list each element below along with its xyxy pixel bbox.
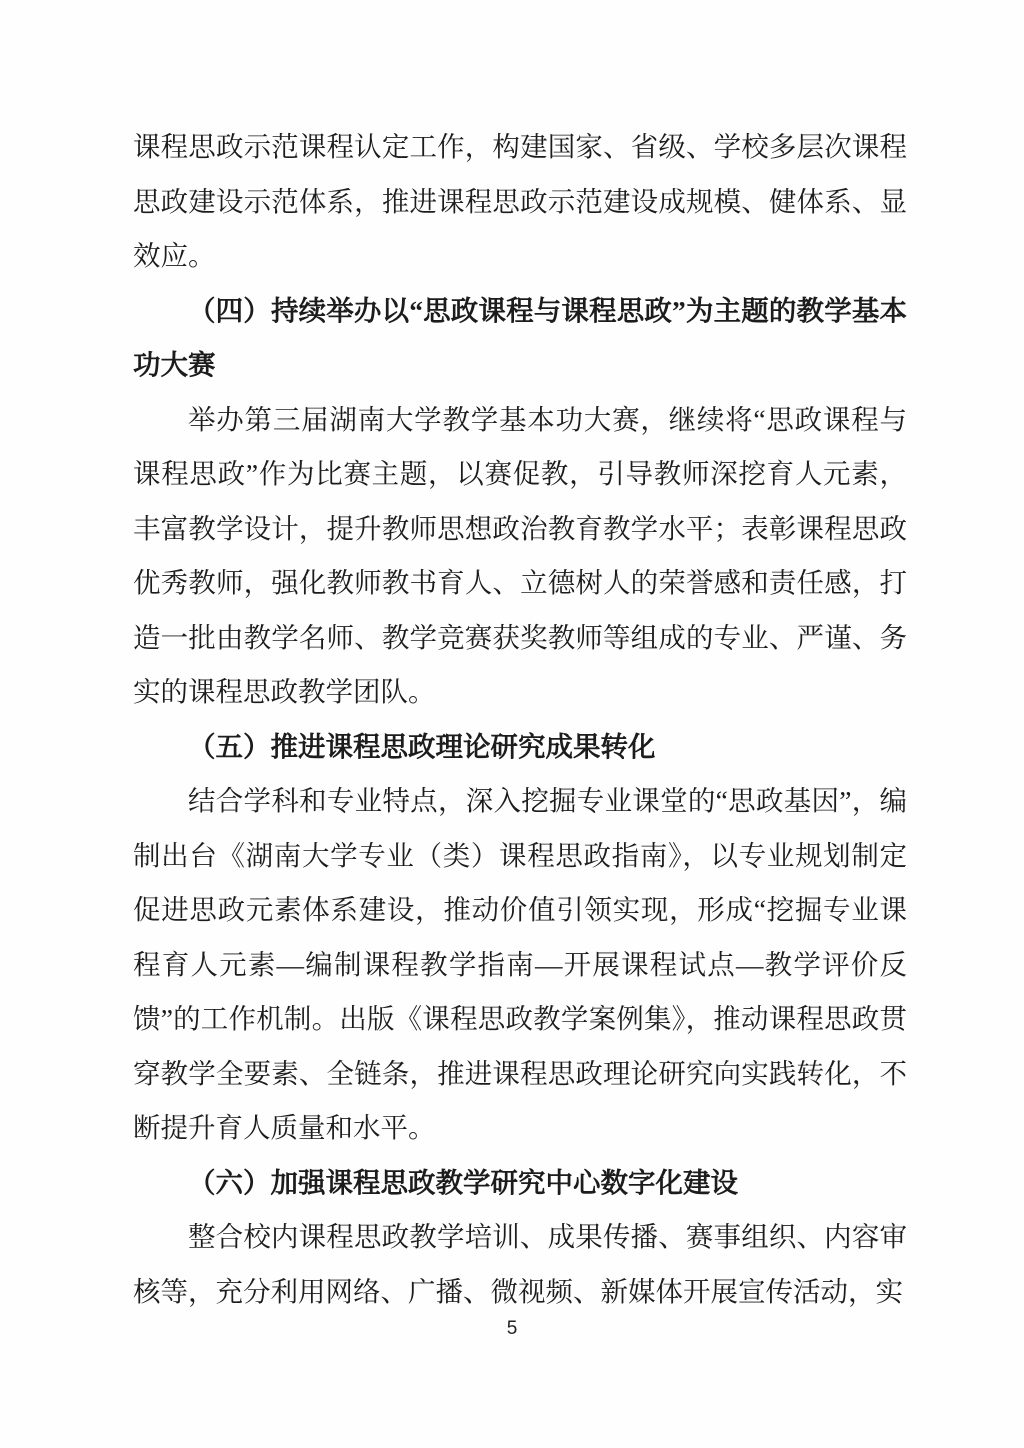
section-heading-5: （五）推进课程思政理论研究成果转化	[188, 730, 656, 762]
paragraph-section-6: 整合校内课程思政教学培训、成果传播、赛事组织、内容审核等，充分利用网络、广播、微视频、新媒体开展宣传活动，实	[133, 1221, 907, 1307]
paragraph-section-4: 举办第三届湖南大学教学基本功大赛，继续将“思政课程与课程思政”作为比赛主题，以赛促教，引导教师深挖育人元素，丰富教学设计，提升教师思想政治教育教学水平；表彰课程思政优秀教师，强化教师教书育人、立德树人的荣誉感和责任感，打造一批由教学名师、教学竞赛获奖教师等组成的专业、严谨、务实的课程思政教学团队。	[133, 403, 907, 707]
section-heading-6: （六）加强课程思政教学研究中心数字化建设	[188, 1166, 738, 1198]
paragraph-continuation: 课程思政示范课程认定工作，构建国家、省级、学校多层次课程思政建设示范体系，推进课程思政示范建设成规模、健体系、显效应。	[133, 131, 907, 271]
page-number: 5	[506, 1318, 518, 1339]
paragraph-section-5: 结合学科和专业特点，深入挖掘专业课堂的“思政基因”，编制出台《湖南大学专业（类）课程思政指南》，以专业规划制定促进思政元素体系建设，推动价值引领实现，形成“挖掘专业课程育人元素—编制课程教学指南—开展课程试点—教学评价反馈”的工作机制。出版《课程思政教学案例集》，推动课程思政贯穿教学全要素、全链条，推进课程思政理论研究向实践转化，不断提升育人质量和水平。	[133, 785, 907, 1143]
page-body	[133, 120, 907, 1319]
section-heading-4: （四）持续举办以“思政课程与课程思政”为主题的教学基本功大赛	[133, 294, 907, 380]
page-footer	[0, 1318, 1024, 1340]
